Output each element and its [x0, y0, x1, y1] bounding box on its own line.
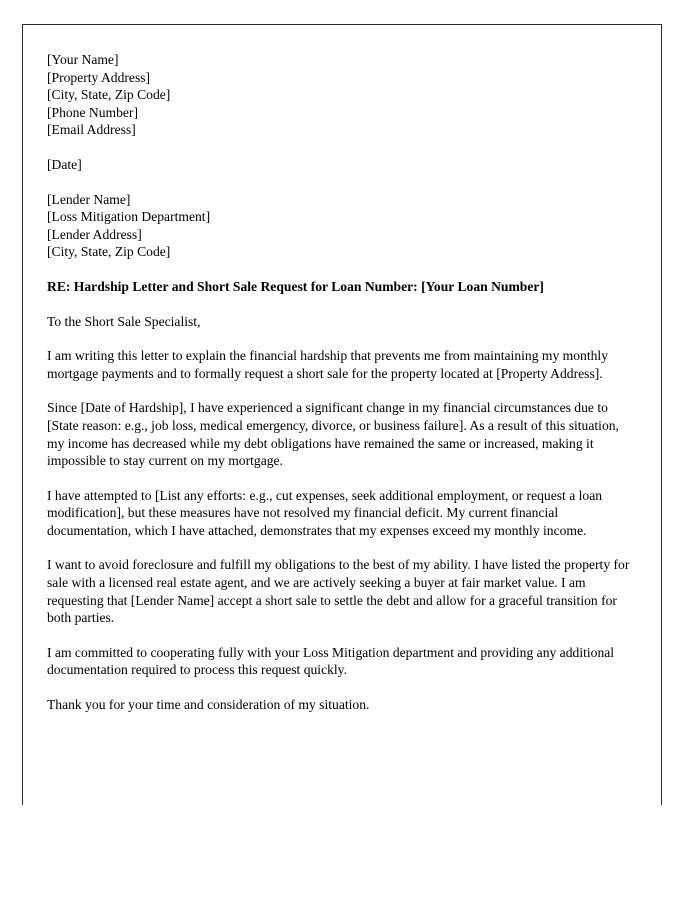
sender-address-line: [Phone Number]	[47, 104, 138, 120]
recipient-address-block	[47, 191, 631, 261]
salutation: To the Short Sale Specialist,	[47, 313, 201, 329]
closing-thanks-line: Thank you for your time and consideration of my situation.	[47, 697, 370, 713]
body-paragraph: I am writing this letter to explain the financial hardship that prevents me from maintaining my monthly mortgage payments and to formally request a short sale for the property located at [Property Address].	[47, 348, 608, 381]
sender-address-line: [Your Name]	[47, 52, 119, 67]
sender-address-line: [Email Address]	[47, 122, 136, 138]
recipient-address-line: [Lender Name]	[47, 191, 131, 207]
subject-line: RE: Hardship Letter and Short Sale Request for Loan Number: [Your Loan Number]	[47, 278, 544, 294]
body-paragraph: I have attempted to [List any efforts: e.g., cut expenses, seek additional employment, or request a loan modification], but these measures have not resolved my financial deficit. My current financial documentation, which I have attached, demonstrates that my expenses exceed my monthly income.	[47, 487, 603, 538]
recipient-address-line: [Lender Address]	[47, 226, 142, 242]
recipient-address-line: [City, State, Zip Code]	[47, 244, 171, 260]
letter-content	[47, 51, 631, 731]
body-paragraph: I am committed to cooperating fully with your Loss Mitigation department and providing any additional documentation required to process this request quickly.	[47, 644, 615, 678]
document-page	[22, 24, 662, 805]
body-paragraph: I want to avoid foreclosure and fulfill my obligations to the best of my ability. I have listed the property for sale with a licensed real estate agent, and we are actively seeking a buyer at fair market value. I am requesting that [Lender Name] accept a short sale to settle the debt and allow for a graceful transition for both parties.	[47, 557, 630, 626]
sender-address-line: [Property Address]	[47, 69, 151, 85]
sender-address-block	[47, 51, 631, 139]
body-paragraph: Since [Date of Hardship], I have experienced a significant change in my financial circumstances due to [State reason: e.g., job loss, medical emergency, divorce, or business failure]. As a result of this situation, my income has decreased while my debt obligations have remained the same or increased, making it impossible to stay current on my mortgage.	[47, 400, 619, 469]
date-line: [Date]	[47, 156, 82, 172]
sender-address-line: [City, State, Zip Code]	[47, 87, 171, 103]
recipient-address-line: [Loss Mitigation Department]	[47, 209, 211, 225]
